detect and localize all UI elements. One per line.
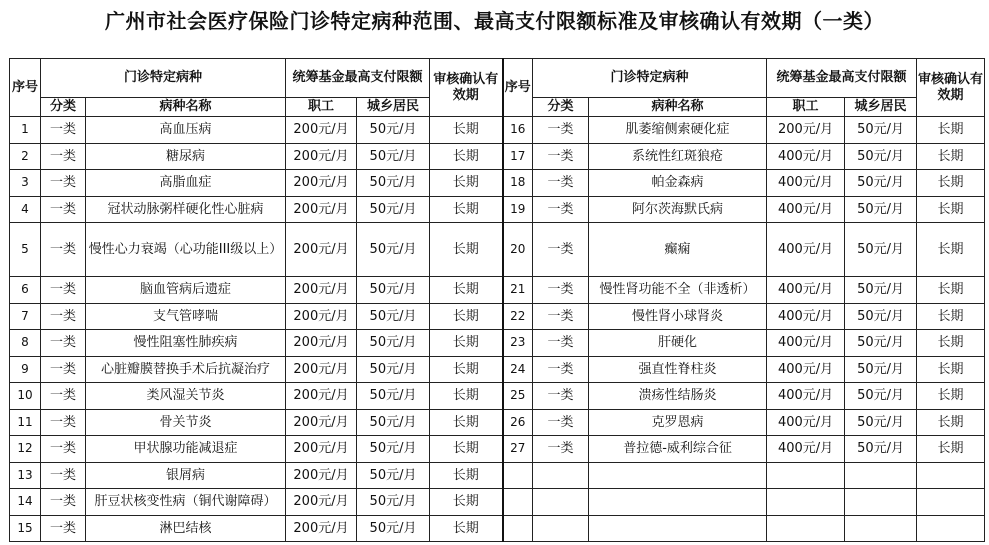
- right-validity-cell: 长期: [917, 436, 985, 463]
- right-validity-cell: [917, 489, 985, 516]
- left-resident-limit-cell: 50元/月: [357, 143, 430, 170]
- left-category-cell: 一类: [41, 409, 86, 436]
- right-employee-limit-cell: [767, 515, 845, 542]
- left-seq-cell: 15: [10, 515, 41, 542]
- right-resident-limit-cell: 50元/月: [845, 436, 917, 463]
- table-row: [10, 277, 985, 304]
- table-row: [10, 515, 985, 542]
- table-row: [10, 143, 985, 170]
- header-row-top: [10, 59, 985, 98]
- left-seq-cell: 9: [10, 356, 41, 383]
- right-category-cell: 一类: [533, 223, 589, 277]
- seq-header-right: 序号: [503, 59, 533, 117]
- left-category-cell: 一类: [41, 356, 86, 383]
- left-employee-limit-cell: 200元/月: [286, 143, 357, 170]
- right-validity-cell: 长期: [917, 383, 985, 410]
- table-row: [10, 170, 985, 197]
- right-employee-limit-cell: 400元/月: [767, 223, 845, 277]
- left-category-cell: 一类: [41, 170, 86, 197]
- left-employee-limit-cell: 200元/月: [286, 409, 357, 436]
- right-resident-limit-cell: 50元/月: [845, 383, 917, 410]
- table-row: [10, 330, 985, 357]
- left-resident-limit-cell: 50元/月: [357, 196, 430, 223]
- right-disease-name-cell: 强直性脊柱炎: [589, 356, 767, 383]
- right-disease-name-cell: [589, 489, 767, 516]
- left-resident-limit-cell: 50元/月: [357, 170, 430, 197]
- left-seq-cell: 6: [10, 277, 41, 304]
- right-validity-cell: 长期: [917, 303, 985, 330]
- right-employee-limit-cell: 400元/月: [767, 409, 845, 436]
- left-resident-limit-cell: 50元/月: [357, 223, 430, 277]
- left-category-cell: 一类: [41, 489, 86, 516]
- left-category-cell: 一类: [41, 436, 86, 463]
- left-employee-limit-cell: 200元/月: [286, 489, 357, 516]
- right-resident-limit-cell: 50元/月: [845, 223, 917, 277]
- table-row: [10, 489, 985, 516]
- right-seq-cell: [503, 515, 533, 542]
- left-category-cell: 一类: [41, 277, 86, 304]
- left-employee-limit-cell: 200元/月: [286, 196, 357, 223]
- right-seq-cell: 16: [503, 117, 533, 144]
- right-seq-cell: 25: [503, 383, 533, 410]
- right-resident-limit-cell: 50元/月: [845, 303, 917, 330]
- left-validity-cell: 长期: [430, 515, 503, 542]
- right-resident-limit-cell: 50元/月: [845, 170, 917, 197]
- left-disease-name-cell: 淋巴结核: [86, 515, 286, 542]
- employee-header-left: 职工: [286, 98, 357, 117]
- right-resident-limit-cell: [845, 515, 917, 542]
- left-disease-name-cell: 心脏瓣膜替换手术后抗凝治疗: [86, 356, 286, 383]
- category-header-right: 分类: [533, 98, 589, 117]
- right-category-cell: [533, 462, 589, 489]
- right-category-cell: 一类: [533, 117, 589, 144]
- right-disease-name-cell: 普拉德-威利综合征: [589, 436, 767, 463]
- left-seq-cell: 12: [10, 436, 41, 463]
- right-employee-limit-cell: 400元/月: [767, 356, 845, 383]
- right-employee-limit-cell: [767, 462, 845, 489]
- right-category-cell: 一类: [533, 170, 589, 197]
- left-employee-limit-cell: 200元/月: [286, 303, 357, 330]
- left-validity-cell: 长期: [430, 436, 503, 463]
- right-category-cell: 一类: [533, 303, 589, 330]
- left-resident-limit-cell: 50元/月: [357, 409, 430, 436]
- left-seq-cell: 13: [10, 462, 41, 489]
- table-row: [10, 409, 985, 436]
- right-validity-cell: [917, 515, 985, 542]
- right-validity-cell: 长期: [917, 277, 985, 304]
- right-category-cell: 一类: [533, 383, 589, 410]
- right-seq-cell: [503, 489, 533, 516]
- right-disease-name-cell: 系统性红斑狼疮: [589, 143, 767, 170]
- left-disease-name-cell: 糖尿病: [86, 143, 286, 170]
- right-validity-cell: 长期: [917, 117, 985, 144]
- right-validity-cell: 长期: [917, 170, 985, 197]
- left-validity-cell: 长期: [430, 383, 503, 410]
- left-employee-limit-cell: 200元/月: [286, 277, 357, 304]
- left-validity-cell: 长期: [430, 117, 503, 144]
- right-category-cell: 一类: [533, 330, 589, 357]
- left-category-cell: 一类: [41, 117, 86, 144]
- right-resident-limit-cell: [845, 489, 917, 516]
- left-seq-cell: 8: [10, 330, 41, 357]
- left-disease-name-cell: 肝豆状核变性病（铜代谢障碍）: [86, 489, 286, 516]
- left-disease-name-cell: 高血压病: [86, 117, 286, 144]
- right-resident-limit-cell: 50元/月: [845, 330, 917, 357]
- right-resident-limit-cell: 50元/月: [845, 117, 917, 144]
- left-employee-limit-cell: 200元/月: [286, 356, 357, 383]
- left-validity-cell: 长期: [430, 170, 503, 197]
- left-seq-cell: 11: [10, 409, 41, 436]
- left-resident-limit-cell: 50元/月: [357, 117, 430, 144]
- right-seq-cell: 26: [503, 409, 533, 436]
- right-seq-cell: [503, 462, 533, 489]
- table-row: [10, 436, 985, 463]
- left-validity-cell: 长期: [430, 143, 503, 170]
- right-disease-name-cell: 克罗恩病: [589, 409, 767, 436]
- left-disease-name-cell: 甲状腺功能减退症: [86, 436, 286, 463]
- left-employee-limit-cell: 200元/月: [286, 117, 357, 144]
- table-row: [10, 383, 985, 410]
- table-row: [10, 303, 985, 330]
- left-disease-name-cell: 银屑病: [86, 462, 286, 489]
- right-disease-name-cell: 溃疡性结肠炎: [589, 383, 767, 410]
- validity-header-left: 审核确认有效期: [430, 59, 503, 117]
- left-seq-cell: 7: [10, 303, 41, 330]
- disease-table: [9, 58, 985, 542]
- table-row: [10, 356, 985, 383]
- left-category-cell: 一类: [41, 196, 86, 223]
- left-resident-limit-cell: 50元/月: [357, 277, 430, 304]
- disease-group-header-right: 门诊特定病种: [533, 59, 767, 98]
- left-seq-cell: 3: [10, 170, 41, 197]
- left-disease-name-cell: 支气管哮喘: [86, 303, 286, 330]
- right-category-cell: 一类: [533, 277, 589, 304]
- fund-limit-header-right: 统筹基金最高支付限额: [767, 59, 917, 98]
- table-row: [10, 223, 985, 277]
- left-category-cell: 一类: [41, 383, 86, 410]
- right-resident-limit-cell: 50元/月: [845, 409, 917, 436]
- left-resident-limit-cell: 50元/月: [357, 436, 430, 463]
- left-disease-name-cell: 类风湿关节炎: [86, 383, 286, 410]
- right-seq-cell: 23: [503, 330, 533, 357]
- right-validity-cell: 长期: [917, 330, 985, 357]
- right-validity-cell: 长期: [917, 196, 985, 223]
- right-employee-limit-cell: 400元/月: [767, 277, 845, 304]
- right-category-cell: 一类: [533, 436, 589, 463]
- right-validity-cell: [917, 462, 985, 489]
- employee-header-right: 职工: [767, 98, 845, 117]
- table-row: [10, 462, 985, 489]
- left-resident-limit-cell: 50元/月: [357, 356, 430, 383]
- seq-header-left: 序号: [10, 59, 41, 117]
- right-disease-name-cell: 帕金森病: [589, 170, 767, 197]
- left-employee-limit-cell: 200元/月: [286, 436, 357, 463]
- left-disease-name-cell: 慢性心力衰竭（心功能III级以上）: [86, 223, 286, 277]
- right-validity-cell: 长期: [917, 356, 985, 383]
- left-validity-cell: 长期: [430, 277, 503, 304]
- disease-name-header-right: 病种名称: [589, 98, 767, 117]
- left-category-cell: 一类: [41, 303, 86, 330]
- left-resident-limit-cell: 50元/月: [357, 462, 430, 489]
- left-employee-limit-cell: 200元/月: [286, 330, 357, 357]
- right-category-cell: [533, 515, 589, 542]
- left-disease-name-cell: 高脂血症: [86, 170, 286, 197]
- right-employee-limit-cell: 400元/月: [767, 436, 845, 463]
- left-category-cell: 一类: [41, 223, 86, 277]
- left-validity-cell: 长期: [430, 303, 503, 330]
- left-category-cell: 一类: [41, 330, 86, 357]
- validity-header-right: 审核确认有效期: [917, 59, 985, 117]
- right-disease-name-cell: 癫痫: [589, 223, 767, 277]
- category-header-left: 分类: [41, 98, 86, 117]
- right-employee-limit-cell: 400元/月: [767, 196, 845, 223]
- left-disease-name-cell: 慢性阻塞性肺疾病: [86, 330, 286, 357]
- left-category-cell: 一类: [41, 515, 86, 542]
- right-seq-cell: 19: [503, 196, 533, 223]
- right-resident-limit-cell: 50元/月: [845, 196, 917, 223]
- right-resident-limit-cell: 50元/月: [845, 277, 917, 304]
- left-resident-limit-cell: 50元/月: [357, 515, 430, 542]
- right-employee-limit-cell: [767, 489, 845, 516]
- right-category-cell: 一类: [533, 409, 589, 436]
- resident-header-left: 城乡居民: [357, 98, 430, 117]
- left-seq-cell: 14: [10, 489, 41, 516]
- right-seq-cell: 17: [503, 143, 533, 170]
- left-validity-cell: 长期: [430, 462, 503, 489]
- right-seq-cell: 27: [503, 436, 533, 463]
- right-seq-cell: 21: [503, 277, 533, 304]
- right-disease-name-cell: 阿尔茨海默氏病: [589, 196, 767, 223]
- left-seq-cell: 1: [10, 117, 41, 144]
- right-seq-cell: 20: [503, 223, 533, 277]
- right-employee-limit-cell: 400元/月: [767, 303, 845, 330]
- right-category-cell: 一类: [533, 143, 589, 170]
- right-category-cell: [533, 489, 589, 516]
- table-row: [10, 117, 985, 144]
- fund-limit-header-left: 统筹基金最高支付限额: [286, 59, 430, 98]
- left-employee-limit-cell: 200元/月: [286, 383, 357, 410]
- table-row: [10, 196, 985, 223]
- left-resident-limit-cell: 50元/月: [357, 489, 430, 516]
- left-seq-cell: 2: [10, 143, 41, 170]
- disease-group-header-left: 门诊特定病种: [41, 59, 286, 98]
- right-seq-cell: 24: [503, 356, 533, 383]
- right-validity-cell: 长期: [917, 409, 985, 436]
- left-category-cell: 一类: [41, 462, 86, 489]
- left-employee-limit-cell: 200元/月: [286, 170, 357, 197]
- right-employee-limit-cell: 400元/月: [767, 170, 845, 197]
- right-disease-name-cell: 肌萎缩侧索硬化症: [589, 117, 767, 144]
- right-disease-name-cell: 慢性肾小球肾炎: [589, 303, 767, 330]
- right-validity-cell: 长期: [917, 143, 985, 170]
- left-validity-cell: 长期: [430, 409, 503, 436]
- left-validity-cell: 长期: [430, 330, 503, 357]
- right-resident-limit-cell: 50元/月: [845, 143, 917, 170]
- right-employee-limit-cell: 400元/月: [767, 143, 845, 170]
- left-employee-limit-cell: 200元/月: [286, 223, 357, 277]
- right-employee-limit-cell: 400元/月: [767, 330, 845, 357]
- left-resident-limit-cell: 50元/月: [357, 330, 430, 357]
- left-employee-limit-cell: 200元/月: [286, 462, 357, 489]
- right-seq-cell: 22: [503, 303, 533, 330]
- left-validity-cell: 长期: [430, 196, 503, 223]
- right-disease-name-cell: 肝硬化: [589, 330, 767, 357]
- right-category-cell: 一类: [533, 196, 589, 223]
- left-validity-cell: 长期: [430, 356, 503, 383]
- left-category-cell: 一类: [41, 143, 86, 170]
- left-validity-cell: 长期: [430, 223, 503, 277]
- right-employee-limit-cell: 200元/月: [767, 117, 845, 144]
- left-employee-limit-cell: 200元/月: [286, 515, 357, 542]
- left-disease-name-cell: 脑血管病后遗症: [86, 277, 286, 304]
- page-title: 广州市社会医疗保险门诊特定病种范围、最高支付限额标准及审核确认有效期（一类）: [105, 9, 884, 33]
- left-disease-name-cell: 骨关节炎: [86, 409, 286, 436]
- left-disease-name-cell: 冠状动脉粥样硬化性心脏病: [86, 196, 286, 223]
- resident-header-right: 城乡居民: [845, 98, 917, 117]
- left-resident-limit-cell: 50元/月: [357, 303, 430, 330]
- right-disease-name-cell: [589, 515, 767, 542]
- right-category-cell: 一类: [533, 356, 589, 383]
- left-seq-cell: 10: [10, 383, 41, 410]
- left-resident-limit-cell: 50元/月: [357, 383, 430, 410]
- right-resident-limit-cell: [845, 462, 917, 489]
- right-disease-name-cell: 慢性肾功能不全（非透析）: [589, 277, 767, 304]
- right-employee-limit-cell: 400元/月: [767, 383, 845, 410]
- right-disease-name-cell: [589, 462, 767, 489]
- right-validity-cell: 长期: [917, 223, 985, 277]
- left-seq-cell: 4: [10, 196, 41, 223]
- right-seq-cell: 18: [503, 170, 533, 197]
- left-validity-cell: 长期: [430, 489, 503, 516]
- right-resident-limit-cell: 50元/月: [845, 356, 917, 383]
- disease-name-header-left: 病种名称: [86, 98, 286, 117]
- left-seq-cell: 5: [10, 223, 41, 277]
